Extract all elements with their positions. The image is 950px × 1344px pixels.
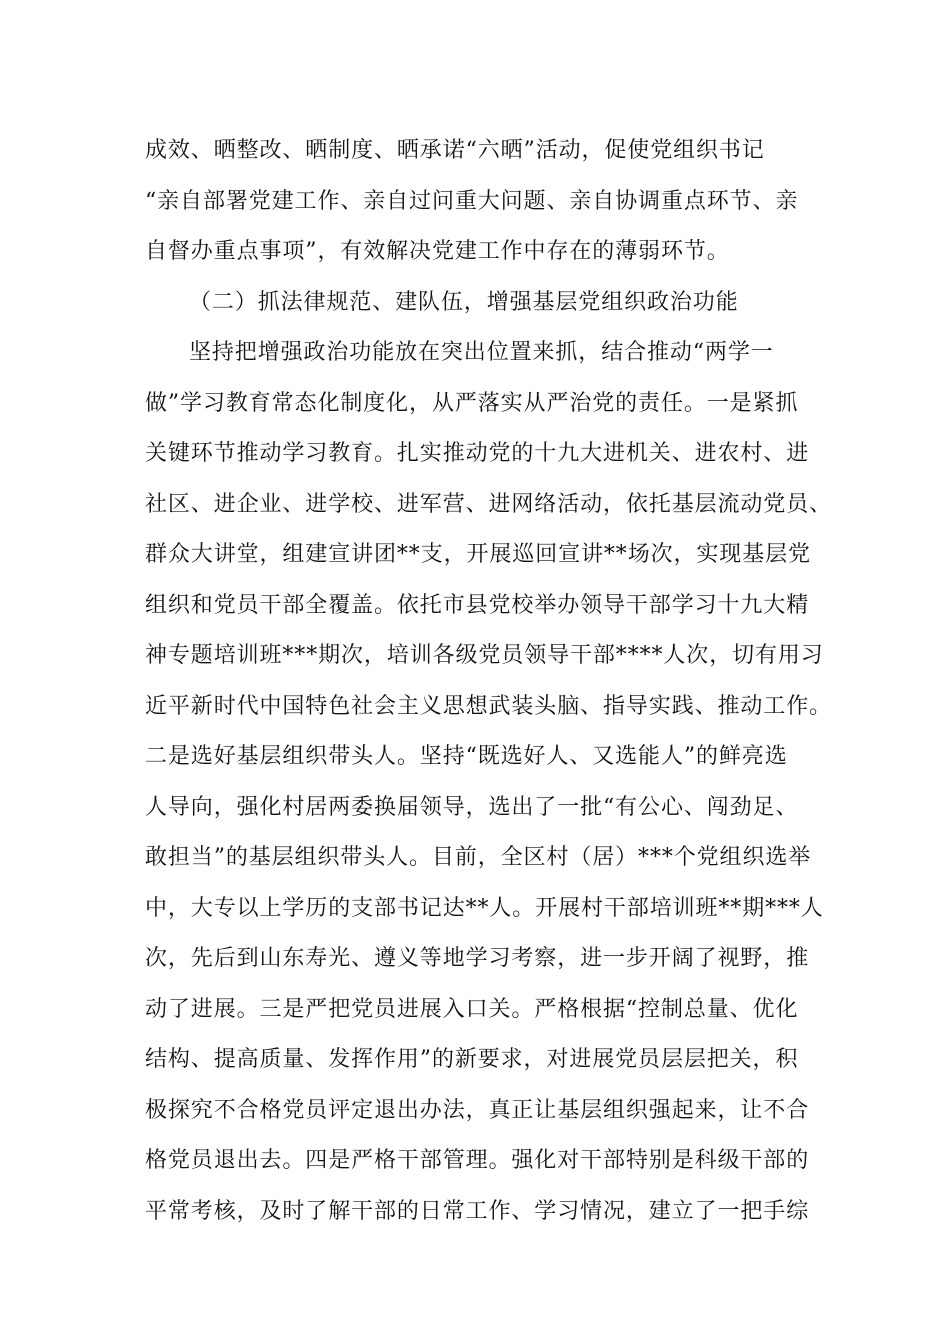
text-line: 敢担当”的基层组织带头人。目前，全区村（居）***个党组织选举 — [145, 845, 812, 870]
text-line: 二是选好基层组织带头人。坚持“既选好人、又选能人”的鲜亮选 — [145, 744, 788, 769]
section-heading: （二）抓法律规范、建队伍，增强基层党组织政治功能 — [189, 289, 739, 315]
text-line: 次，先后到山东寿光、遵义等地学习考察，进一步开阔了视野，推 — [145, 946, 810, 971]
text-line: 组织和党员干部全覆盖。依托市县党校举办领导干部学习十九大精 — [145, 592, 810, 618]
text-line: 结构、提高质量、发挥作用”的新要求，对进展党员层层把关，积 — [145, 1047, 799, 1072]
text-line: 格党员退出去。四是严格干部管理。强化对干部特别是科级干部的 — [145, 1148, 810, 1173]
text-line: “亲自部署党建工作、亲自过问重大问题、亲自协调重点环节、亲 — [145, 188, 799, 214]
text-line: 动了进展。三是严把党员进展入口关。严格根据“控制总量、优化 — [145, 996, 799, 1022]
text-line: 关键环节推动学习教育。扎实推动党的十九大进机关、进农村、进 — [145, 441, 810, 466]
paragraph-first-line: 坚持把增强政治功能放在突出位置来抓，结合推动“两学一 — [189, 340, 774, 365]
document-body — [145, 126, 833, 1237]
text-line: 自督办重点事项”，有效解决党建工作中存在的薄弱环节。 — [145, 239, 730, 264]
text-line: 神专题培训班***期次，培训各级党员领导干部****人次，切有用习 — [145, 643, 824, 668]
text-line: 成效、晒整改、晒制度、晒承诺“六晒”活动，促使党组织书记 — [145, 138, 765, 163]
text-line: 做”学习教育常态化制度化，从严落实从严治党的责任。一是紧抓 — [145, 390, 799, 416]
text-line: 社区、进企业、进学校、进军营、进网络活动，依托基层流动党员、 — [145, 491, 833, 517]
text-line: 人导向，强化村居两委换届领导，选出了一批“有公心、闯劲足、 — [145, 794, 799, 820]
text-line: 近平新时代中国特色社会主义思想武装头脑、指导实践、推动工作。 — [145, 693, 833, 719]
text-line: 平常考核，及时了解干部的日常工作、学习情况，建立了一把手综 — [145, 1198, 810, 1224]
text-line: 极探究不合格党员评定退出办法，真正让基层组织强起来，让不合 — [145, 1097, 810, 1123]
text-line: 群众大讲堂，组建宣讲团**支，开展巡回宣讲**场次，实现基层党 — [145, 542, 811, 567]
text-line: 中，大专以上学历的支部书记达**人。开展村干部培训班**期***人 — [145, 895, 824, 921]
